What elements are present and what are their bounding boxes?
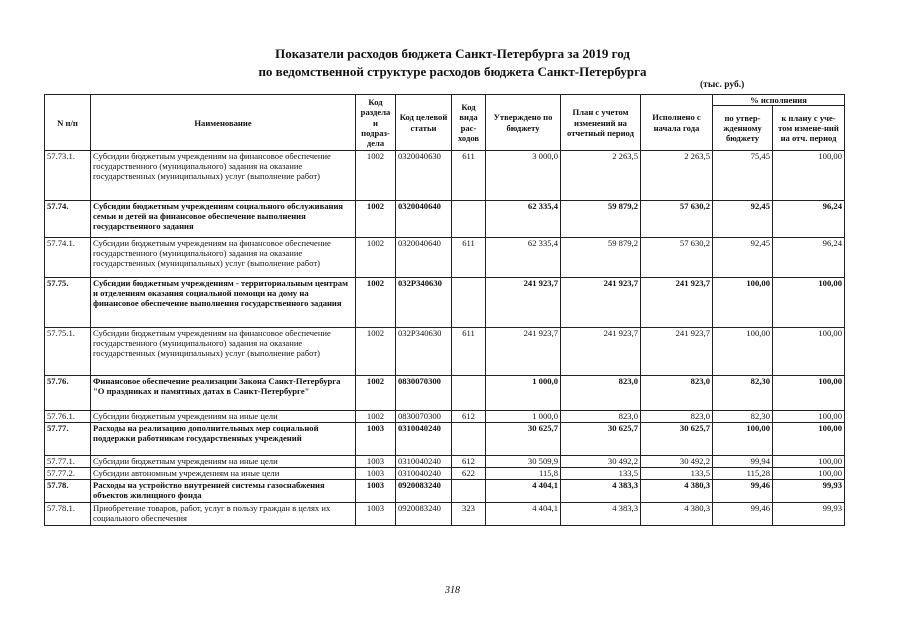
row-approved: 30 625,7 xyxy=(486,423,561,456)
row-target: 0830070300 xyxy=(396,376,452,411)
header-target: Код целевой статьи xyxy=(396,95,452,151)
row-done: 133,5 xyxy=(641,468,713,480)
row-pct-plan: 100,00 xyxy=(773,468,845,480)
table-row xyxy=(45,201,845,238)
row-section: 1002 xyxy=(356,411,396,423)
row-section: 1002 xyxy=(356,278,396,328)
table-row xyxy=(45,456,845,468)
header-approved: Утверждено по бюджету xyxy=(486,95,561,151)
row-target: 0320040630 xyxy=(396,151,452,201)
row-target: 0310040240 xyxy=(396,456,452,468)
table-row xyxy=(45,411,845,423)
row-num: 57.73.1. xyxy=(45,151,91,201)
table-row xyxy=(45,503,845,526)
row-plan: 30 492,2 xyxy=(561,456,641,468)
row-approved: 30 509,9 xyxy=(486,456,561,468)
row-num: 57.76. xyxy=(45,376,91,411)
row-section: 1003 xyxy=(356,480,396,503)
row-approved: 62 335,4 xyxy=(486,201,561,238)
row-target: 0920083240 xyxy=(396,480,452,503)
table-row xyxy=(45,151,845,201)
row-pct-approved: 100,00 xyxy=(713,278,773,328)
row-name: Расходы на реализацию дополнительных мер социальной поддержки работникам государственных учреждений xyxy=(91,423,356,456)
row-name: Расходы на устройство внутренней системы газоснабжения объектов жилищного фонда xyxy=(91,480,356,503)
row-approved: 1 000,0 xyxy=(486,411,561,423)
row-plan: 823,0 xyxy=(561,411,641,423)
row-pct-plan: 100,00 xyxy=(773,456,845,468)
row-plan: 59 879,2 xyxy=(561,201,641,238)
row-done: 241 923,7 xyxy=(641,328,713,376)
row-plan: 30 625,7 xyxy=(561,423,641,456)
row-name: Субсидии бюджетным учреждениям на иные цели xyxy=(91,456,356,468)
row-pct-plan: 96,24 xyxy=(773,201,845,238)
table-row xyxy=(45,423,845,456)
row-num: 57.77. xyxy=(45,423,91,456)
table-row xyxy=(45,480,845,503)
row-section: 1002 xyxy=(356,328,396,376)
row-pct-plan: 100,00 xyxy=(773,278,845,328)
header-num: N п/п xyxy=(45,95,91,151)
page-title-line2: по ведомственной структуре расходов бюджета Санкт-Петербурга xyxy=(258,64,647,79)
row-type xyxy=(452,376,486,411)
row-pct-approved: 99,46 xyxy=(713,480,773,503)
row-name: Субсидии бюджетным учреждениям на финансовое обеспечение государственного (муниципального) задания на оказание государственных (муниципальных) услуг (выполнение работ) xyxy=(91,238,356,278)
row-target: 0320040640 xyxy=(396,201,452,238)
row-done: 2 263,5 xyxy=(641,151,713,201)
row-type: 622 xyxy=(452,468,486,480)
row-pct-plan: 100,00 xyxy=(773,423,845,456)
row-section: 1003 xyxy=(356,468,396,480)
table-row xyxy=(45,468,845,480)
row-done: 30 625,7 xyxy=(641,423,713,456)
row-approved: 62 335,4 xyxy=(486,238,561,278)
table-row xyxy=(45,278,845,328)
row-section: 1002 xyxy=(356,238,396,278)
header-section: Код раздела и подраз-дела xyxy=(356,95,396,151)
row-done: 4 380,3 xyxy=(641,480,713,503)
header-pct-approved: по утвер-жденному бюджету xyxy=(713,106,773,151)
row-pct-plan: 100,00 xyxy=(773,328,845,376)
row-section: 1002 xyxy=(356,201,396,238)
page-number: 318 xyxy=(445,585,460,596)
row-plan: 823,0 xyxy=(561,376,641,411)
row-pct-plan: 100,00 xyxy=(773,411,845,423)
row-num: 57.74. xyxy=(45,201,91,238)
row-target: 0920083240 xyxy=(396,503,452,526)
row-type: 612 xyxy=(452,411,486,423)
row-pct-approved: 100,00 xyxy=(713,423,773,456)
row-approved: 4 404,1 xyxy=(486,480,561,503)
row-type: 611 xyxy=(452,151,486,201)
row-done: 823,0 xyxy=(641,411,713,423)
header-done: Исполнено с начала года xyxy=(641,95,713,151)
row-name: Финансовое обеспечение реализации Закона Санкт-Петербурга "О праздниках и памятных датах в Санкт-Петербурге" xyxy=(91,376,356,411)
row-pct-approved: 99,94 xyxy=(713,456,773,468)
row-name: Субсидии автономным учреждениям на иные цели xyxy=(91,468,356,480)
units-label: (тыс. руб.) xyxy=(700,80,745,90)
row-type: 612 xyxy=(452,456,486,468)
row-type xyxy=(452,278,486,328)
row-plan: 241 923,7 xyxy=(561,278,641,328)
row-num: 57.76.1. xyxy=(45,411,91,423)
table-row xyxy=(45,328,845,376)
row-name: Субсидии бюджетным учреждениям - территориальным центрам и отделениям оказания социальной помощи на дому на финансовое обеспечение выполнения государственного задания xyxy=(91,278,356,328)
row-section: 1002 xyxy=(356,376,396,411)
page-title-line1: Показатели расходов бюджета Санкт-Петербурга за 2019 год xyxy=(275,46,630,61)
row-pct-approved: 92,45 xyxy=(713,238,773,278)
row-plan: 2 263,5 xyxy=(561,151,641,201)
row-pct-approved: 100,00 xyxy=(713,328,773,376)
row-target: 0310040240 xyxy=(396,468,452,480)
row-num: 57.77.2. xyxy=(45,468,91,480)
row-pct-plan: 96,24 xyxy=(773,238,845,278)
header-plan: План с учетом изменений на отчетный период xyxy=(561,95,641,151)
row-num: 57.75. xyxy=(45,278,91,328)
row-target: 032P340630 xyxy=(396,328,452,376)
row-done: 241 923,7 xyxy=(641,278,713,328)
row-target: 0830070300 xyxy=(396,411,452,423)
row-type: 323 xyxy=(452,503,486,526)
row-num: 57.78. xyxy=(45,480,91,503)
row-done: 30 492,2 xyxy=(641,456,713,468)
row-approved: 3 000,0 xyxy=(486,151,561,201)
row-done: 4 380,3 xyxy=(641,503,713,526)
row-pct-approved: 115,28 xyxy=(713,468,773,480)
row-name: Субсидии бюджетным учреждениям на иные цели xyxy=(91,411,356,423)
row-approved: 115,8 xyxy=(486,468,561,480)
row-pct-plan: 100,00 xyxy=(773,376,845,411)
table-row xyxy=(45,376,845,411)
row-num: 57.75.1. xyxy=(45,328,91,376)
row-pct-approved: 82,30 xyxy=(713,376,773,411)
row-pct-plan: 100,00 xyxy=(773,151,845,201)
row-target: 0320040640 xyxy=(396,238,452,278)
row-name: Субсидии бюджетным учреждениям на финансовое обеспечение государственного (муниципального) задания на оказание государственных (муниципальных) услуг (выполнение работ) xyxy=(91,328,356,376)
row-num: 57.77.1. xyxy=(45,456,91,468)
row-name: Приобретение товаров, работ, услуг в пользу граждан в целях их социального обеспечения xyxy=(91,503,356,526)
header-pct-plan: к плану с уче-том измене-ний на отч. период xyxy=(773,106,845,151)
row-pct-approved: 82,30 xyxy=(713,411,773,423)
row-approved: 4 404,1 xyxy=(486,503,561,526)
row-type: 611 xyxy=(452,328,486,376)
row-section: 1002 xyxy=(356,151,396,201)
row-pct-plan: 99,93 xyxy=(773,480,845,503)
row-target: 0310040240 xyxy=(396,423,452,456)
row-type: 611 xyxy=(452,238,486,278)
row-type xyxy=(452,423,486,456)
row-plan: 4 383,3 xyxy=(561,503,641,526)
row-approved: 241 923,7 xyxy=(486,278,561,328)
row-plan: 241 923,7 xyxy=(561,328,641,376)
row-done: 823,0 xyxy=(641,376,713,411)
row-section: 1003 xyxy=(356,503,396,526)
row-pct-approved: 92,45 xyxy=(713,201,773,238)
header-type: Код вида рас-ходов xyxy=(452,95,486,151)
budget-table xyxy=(44,94,845,526)
row-approved: 241 923,7 xyxy=(486,328,561,376)
row-type xyxy=(452,201,486,238)
row-approved: 1 000,0 xyxy=(486,376,561,411)
header-pct-group: % исполнения xyxy=(713,95,845,106)
row-plan: 59 879,2 xyxy=(561,238,641,278)
table-row xyxy=(45,238,845,278)
row-plan: 4 383,3 xyxy=(561,480,641,503)
row-name: Субсидии бюджетным учреждениям социального обслуживания семьи и детей на финансовое обеспечение выполнения государственного задания xyxy=(91,201,356,238)
row-name: Субсидии бюджетным учреждениям на финансовое обеспечение государственного (муниципального) задания на оказание государственных (муниципальных) услуг (выполнение работ) xyxy=(91,151,356,201)
header-name: Наименование xyxy=(91,95,356,151)
row-pct-approved: 99,46 xyxy=(713,503,773,526)
row-done: 57 630,2 xyxy=(641,201,713,238)
row-type xyxy=(452,480,486,503)
row-target: 032P340630 xyxy=(396,278,452,328)
row-section: 1003 xyxy=(356,456,396,468)
row-section: 1003 xyxy=(356,423,396,456)
row-pct-approved: 75,45 xyxy=(713,151,773,201)
row-plan: 133,5 xyxy=(561,468,641,480)
row-pct-plan: 99,93 xyxy=(773,503,845,526)
row-done: 57 630,2 xyxy=(641,238,713,278)
row-num: 57.74.1. xyxy=(45,238,91,278)
row-num: 57.78.1. xyxy=(45,503,91,526)
